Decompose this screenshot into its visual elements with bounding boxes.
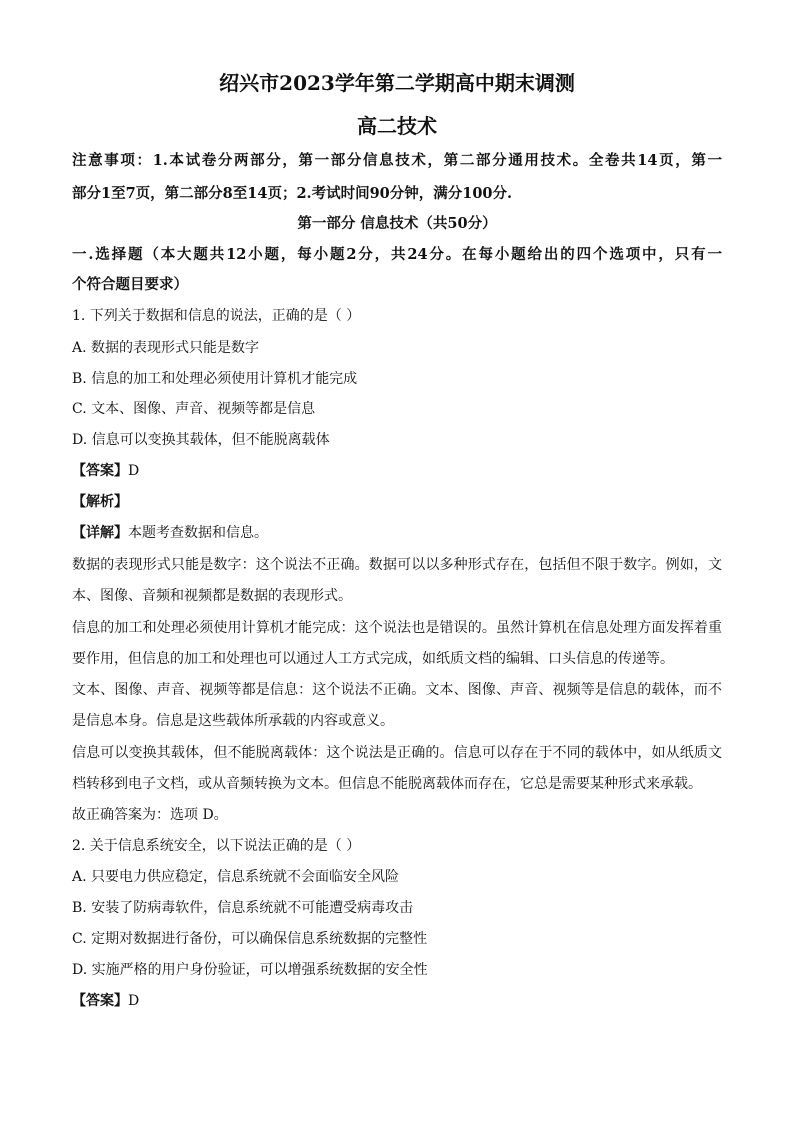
q1-option-c: C. 文本、图像、声音、视频等都是信息 [72,401,316,417]
q1-answer [72,461,722,481]
q1-explanation-line: 文本、图像、声音、视频等都是信息：这个说法不正确。文本、图像、声音、视频等是信息的载体，而不 [72,682,722,698]
q1-detail [72,523,722,543]
notice-line-1: 注意事项：1.本试卷分两部分，第一部分信息技术，第二部分通用技术。全卷共14页，第一 [72,152,722,169]
exam-subtitle: 高二技术 [357,114,437,138]
q1-stem: 1. 下列关于数据和信息的说法，正确的是（ ） [72,308,361,324]
section1-heading-line-1: 一.选择题（本大题共12小题，每小题2分，共24分。在每小题给出的四个选项中，只有一 [72,246,722,263]
part1-title: 第一部分 信息技术（共50分） [297,215,497,232]
answer-value: D [128,463,140,479]
section1-heading-line-2: 个符合题目要求） [72,276,188,293]
q2-option-c: C. 定期对数据进行备份，可以确保信息系统数据的完整性 [72,931,428,947]
q1-analysis-tag: 【解析】 [72,494,128,510]
q1-explanation-line: 要作用，但信息的加工和处理也可以通过人工方式完成，如纸质文档的编辑、口头信息的传递等。 [72,651,674,667]
exam-title: 绍兴市2023学年第二学期高中期末调测 [219,71,575,95]
answer-value: D [128,993,140,1009]
q2-stem: 2. 关于信息系统安全，以下说法正确的是（ ） [72,838,361,854]
detail-tag: 【详解】 [72,525,128,541]
q1-explanation-line: 数据的表现形式只能是数字：这个说法不正确。数据可以以多种形式存在，包括但不限于数字。例如，文 [72,557,722,573]
q1-conclusion: 故正确答案为：选项 D。 [72,807,228,823]
q1-option-a: A. 数据的表现形式只能是数字 [72,340,260,356]
q1-explanation-line: 信息的加工和处理必须使用计算机才能完成：这个说法也是错误的。虽然计算机在信息处理方面发挥着重 [72,620,722,636]
detail-text: 本题考查数据和信息。 [128,525,268,541]
q1-explanation-line: 是信息本身。信息是这些载体所承载的内容或意义。 [72,713,394,729]
q2-answer [72,991,722,1011]
answer-tag: 【答案】 [72,463,128,479]
notice-line-2: 部分1至7页，第二部分8至14页；2.考试时间90分钟，满分100分. [72,185,513,202]
answer-tag: 【答案】 [72,993,128,1009]
q1-explanation-line: 档转移到电子文档，或从音频转换为文本。但信息不能脱离载体而存在，它总是需要某种形式来承载。 [72,776,702,792]
q1-explanation-line: 信息可以变换其载体，但不能脱离载体：这个说法是正确的。信息可以存在于不同的载体中，如从纸质文 [72,745,722,761]
q1-explanation-line: 本、图像、音频和视频都是数据的表现形式。 [72,588,352,604]
q1-option-b: B. 信息的加工和处理必须使用计算机才能完成 [72,371,358,387]
q2-option-b: B. 安装了防病毒软件，信息系统就不可能遭受病毒攻击 [72,900,414,916]
q2-option-d: D. 实施严格的用户身份验证，可以增强系统数据的安全性 [72,962,428,978]
q1-option-d: D. 信息可以变换其载体，但不能脱离载体 [72,432,330,448]
q2-option-a: A. 只要电力供应稳定，信息系统就不会面临安全风险 [72,869,400,885]
